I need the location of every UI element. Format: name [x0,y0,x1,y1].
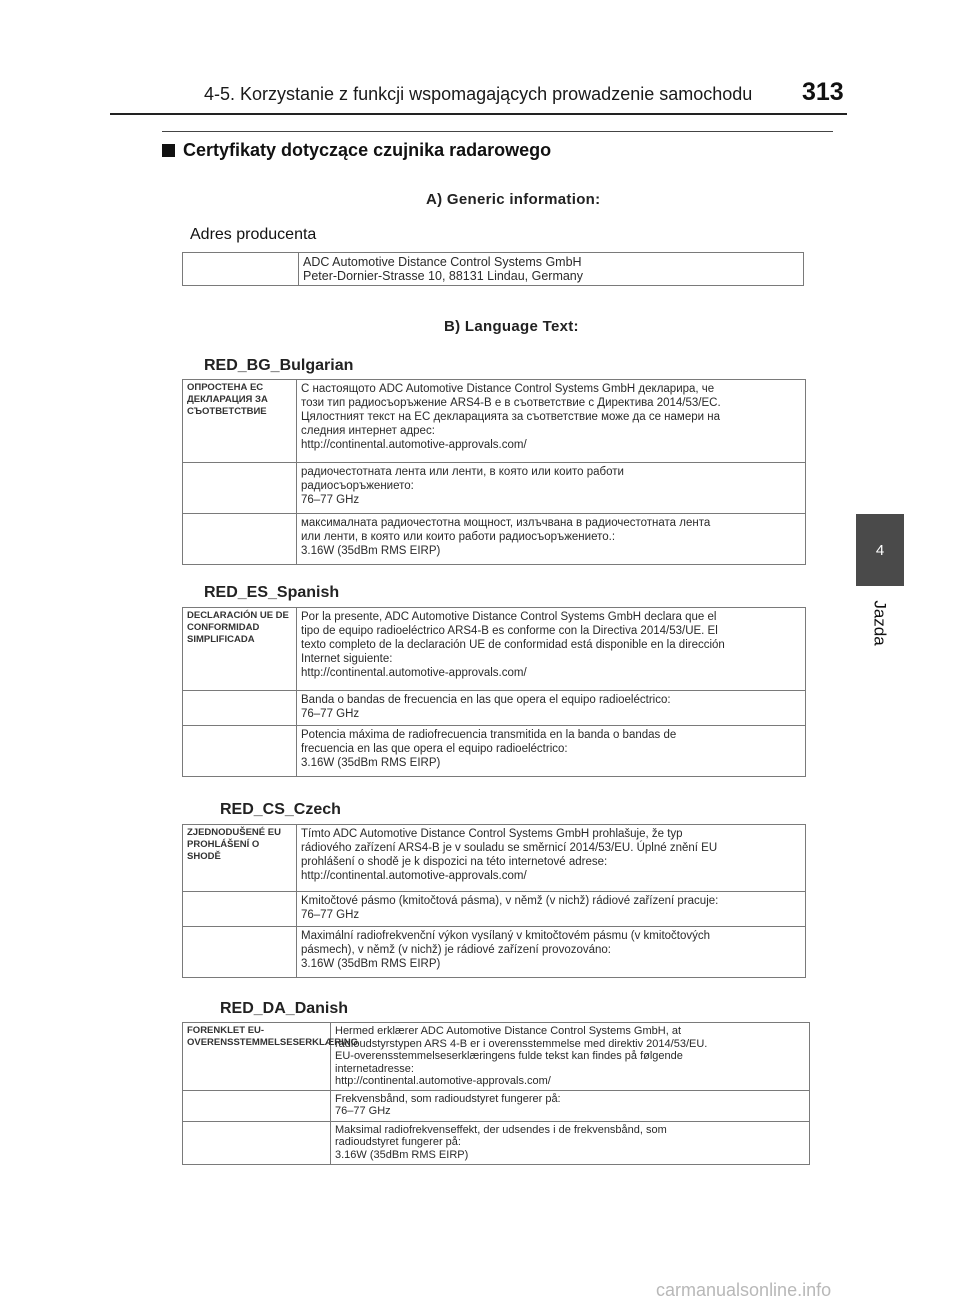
text-line: максималната радиочестотна мощност, излъчвана в радиочестотната лента [301,517,711,529]
frequency-text [297,691,806,726]
chapter-label-text: Jazda [871,600,890,646]
declaration-table-danish [182,1022,810,1165]
text-line: prohlášení o shodě je k dispozici na této internetové adrese: [301,856,608,868]
chapter-tab [856,514,904,586]
empty-cell [183,892,297,927]
table-row [183,514,806,565]
chapter-label [858,596,902,650]
declaration-text [331,1023,810,1091]
text-line: pásmech), v němž (v nichž) je rádiové zařízení provozováno: [301,944,611,956]
text-line: Maximální radiofrekvenční výkon vysílaný v kmitočtovém pásmu (v kmitočtových [301,930,711,942]
text-line: EU-overensstemmelseserklæringens fulde tekst kan findes på følgende [335,1050,683,1062]
address-line: ADC Automotive Distance Control Systems GmbH [303,255,582,269]
empty-cell [183,463,297,514]
frequency-text [331,1090,810,1121]
declaration-label: DECLARACIÓN UE DE CONFORMIDAD SIMPLIFICADA [183,608,297,691]
declaration-label: FORENKLET EU-OVERENSSTEMMELSESERKLÆRING [183,1023,331,1091]
text-line: 3.16W (35dBm RMS EIRP) [301,545,441,557]
text-line: този тип радиосъоръжение ARS4-B е в съответствие с Директива 2014/53/ЕС. [301,397,721,409]
text-line: Tímto ADC Automotive Distance Control Systems GmbH prohlašuje, že typ [301,828,683,840]
section-heading-text: Certyfikaty dotyczące czujnika radarowego [183,140,552,160]
declaration-table-czech [182,824,806,978]
square-bullet-icon [162,144,175,157]
generic-info-title: A) Generic information: [426,191,601,208]
declaration-label: ОПРОСТЕНА ЕС ДЕКЛАРАЦИЯ ЗА СЪОТВЕТСТВИЕ [183,380,297,463]
text-line: 76–77 GHz [335,1105,391,1117]
table-row [183,1090,810,1121]
language-text-title: B) Language Text: [444,318,579,335]
table-row [183,608,806,691]
table-row [183,726,806,777]
power-text [297,726,806,777]
address-label: Adres producenta [190,226,317,243]
chapter-number: 4 [875,541,885,559]
text-line: Цялостният текст на ЕС декларацията за съответствие може да се намери на [301,411,720,423]
declaration-text [297,380,806,463]
table-row [183,825,806,892]
text-line: 76–77 GHz [301,708,360,720]
empty-cell [183,1121,331,1164]
text-line: 3.16W (35dBm RMS EIRP) [301,757,441,769]
table-row [183,253,804,286]
text-line: следния интернет адрес: [301,425,435,437]
declaration-text [297,608,806,691]
text-line: Internet siguiente: [301,653,393,665]
text-line: 3.16W (35dBm RMS EIRP) [301,958,441,970]
text-line: radioudstyrstypen ARS 4-B er i overensstemmelse med direktiv 2014/53/EU. [335,1037,708,1050]
text-line: http://continental.automotive-approvals.com/ [335,1075,551,1087]
text-line: Kmitočtové pásmo (kmitočtová pásma), v němž (v nichž) rádiové zařízení pracuje: [301,895,719,907]
running-header: 4-5. Korzystanie z funkcji wspomagających prowadzenie samochodu [204,84,753,104]
empty-cell [183,514,297,565]
text-line: С настоящото ADC Automotive Distance Control Systems GmbH декларира, че [301,383,715,395]
text-line: радиосъоръжението: [301,480,414,492]
text-line: Potencia máxima de radiofrecuencia transmitida en la banda o bandas de [301,729,677,741]
text-line: Por la presente, ADC Automotive Distance Control Systems GmbH declara que el [301,611,717,623]
text-line: 3.16W (35dBm RMS EIRP) [335,1148,469,1161]
power-text [331,1121,810,1164]
declaration-text [297,825,806,892]
empty-cell [183,927,297,978]
table-row [183,1121,810,1164]
text-line: http://continental.automotive-approvals.com/ [301,870,527,882]
text-line: Maksimal radiofrekvenseffekt, der udsendes i de frekvensbånd, som [335,1123,667,1136]
block-title-bulgarian: RED_BG_Bulgarian [204,357,354,374]
address-label-cell [183,253,299,286]
text-line: Banda o bandas de frecuencia en las que opera el equipo radioeléctrico: [301,694,671,706]
text-line: Frekvensbånd, som radioudstyret fungerer på: [335,1092,561,1105]
header-rule [110,113,847,115]
text-line: или ленти, в която или които работи радиосъоръжението.: [301,531,616,543]
page-number: 313 [802,78,844,106]
frequency-text [297,463,806,514]
address-line: Peter-Dornier-Strasse 10, 88131 Lindau, Germany [303,269,584,283]
declaration-label: ZJEDNODUŠENÉ EU PROHLÁŠENÍ O SHODĚ [183,825,297,892]
text-line: tipo de equipo radioeléctrico ARS4-B es conforme con la Directiva 2014/53/UE. El [301,625,718,637]
block-title-czech: RED_CS_Czech [220,801,341,818]
block-title-spanish: RED_ES_Spanish [204,584,340,601]
power-text [297,927,806,978]
table-row [183,927,806,978]
footer-watermark: carmanualsonline.info [656,1280,832,1300]
text-line: Hermed erklærer ADC Automotive Distance Control Systems GmbH, at [335,1025,682,1037]
text-line: 76–77 GHz [301,494,360,506]
text-line: radioudstyret fungerer på: [335,1136,461,1148]
text-line: http://continental.automotive-approvals.com/ [301,439,527,451]
table-row [183,380,806,463]
text-line: texto completo de la declaración UE de conformidad está disponible en la dirección [301,639,725,651]
text-line: 76–77 GHz [301,909,360,921]
table-row [183,463,806,514]
text-line: радиочестотната лента или ленти, в която или които работи [301,466,624,478]
address-cell [299,253,804,286]
table-row [183,1023,810,1091]
block-title-danish: RED_DA_Danish [220,1000,349,1017]
declaration-table-bulgarian [182,379,806,565]
empty-cell [183,691,297,726]
text-line: internetadresse: [335,1062,414,1075]
table-row [183,892,806,927]
table-row [183,691,806,726]
empty-cell [183,726,297,777]
section-heading [162,140,551,161]
empty-cell [183,1090,331,1121]
text-line: rádiového zařízení ARS4-B je v souladu se směrnicí 2014/53/EU. Úplné znění EU [301,842,718,854]
text-line: http://continental.automotive-approvals.com/ [301,667,527,679]
text-line: frecuencia en las que opera el equipo radioeléctrico: [301,743,568,755]
section-rule [162,131,833,132]
frequency-text [297,892,806,927]
address-table [182,252,804,286]
declaration-table-spanish [182,607,806,777]
power-text [297,514,806,565]
